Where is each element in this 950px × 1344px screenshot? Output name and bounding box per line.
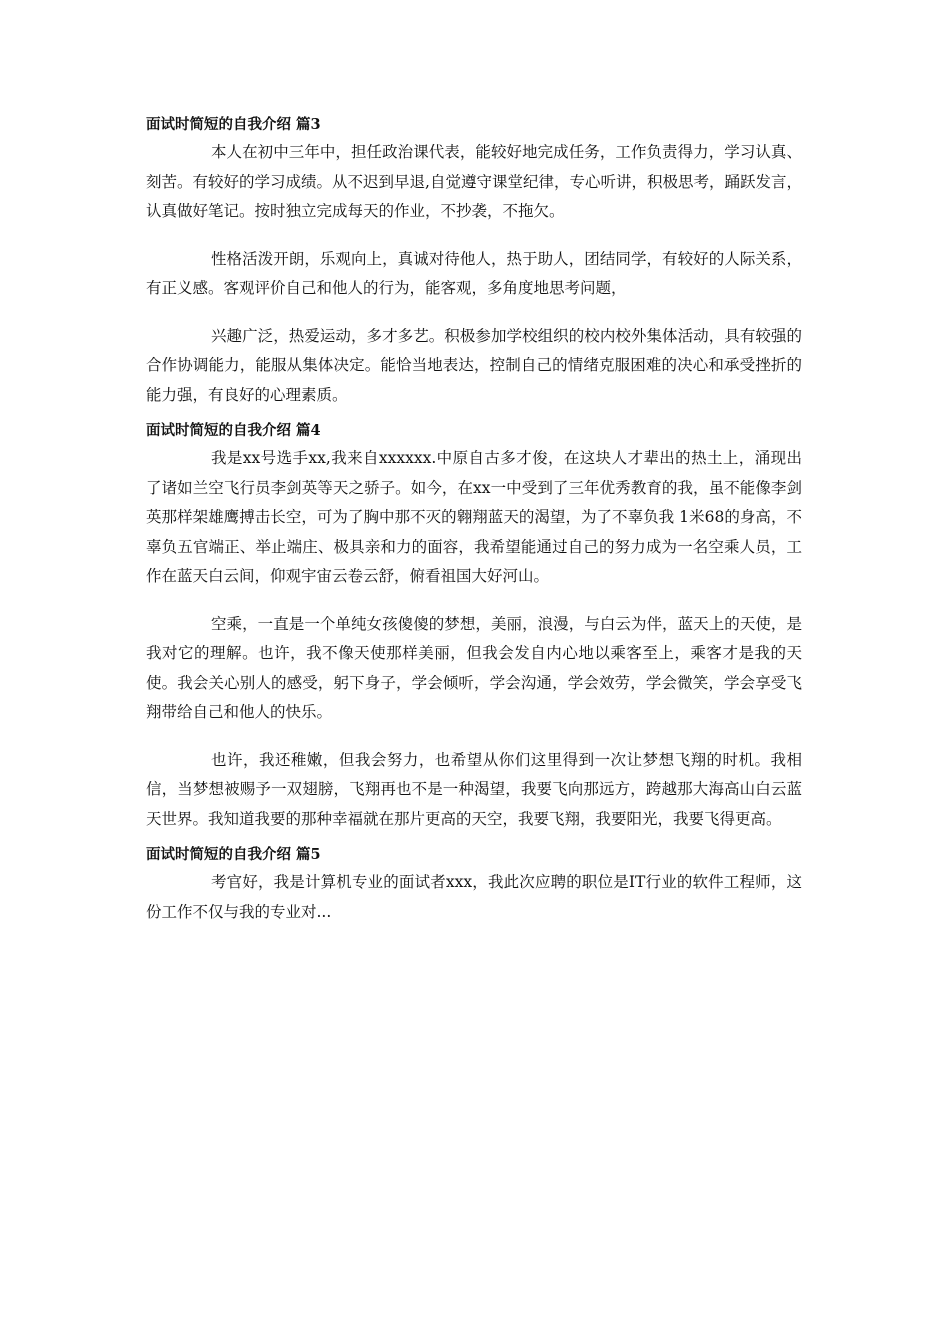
section-3 [146,112,802,410]
section-5 [146,842,802,927]
paragraph: 本人在初中三年中，担任政治课代表，能较好地完成任务，工作负责得力，学习认真、刻苦。有较好的学习成绩。从不迟到早退,自觉遵守课堂纪律，专心听讲，积极思考，踊跃发言，认真做好笔记。按时独立完成每天的作业，不抄袭，不拖欠。 [146,143,802,220]
paragraph: 考官好，我是计算机专业的面试者xxx，我此次应聘的职位是IT行业的软件工程师，这份工作不仅与我的专业对... [146,873,802,921]
paragraph: 空乘，一直是一个单纯女孩傻傻的梦想，美丽，浪漫，与白云为伴，蓝天上的天使，是我对它的理解。也许，我不像天使那样美丽，但我会发自内心地以乘客至上，乘客才是我的天使。我会关心别人的感受，躬下身子，学会倾听，学会沟通，学会效劳，学会微笑，学会享受飞翔带给自己和他人的快乐。 [146,614,802,721]
section-heading: 面试时简短的自我介绍 篇5 [146,846,321,863]
section-4 [146,418,802,834]
paragraph: 性格活泼开朗，乐观向上，真诚对待他人，热于助人，团结同学，有较好的人际关系，有正义感。客观评价自己和他人的行为，能客观，多角度地思考问题， [146,249,802,297]
paragraph: 也许，我还稚嫩，但我会努力，也希望从你们这里得到一次让梦想飞翔的时机。我相信，当梦想被赐予一双翅膀，飞翔再也不是一种渴望，我要飞向那远方，跨越那大海高山白云蓝天世界。我知道我要的那种幸福就在那片更高的天空，我要飞翔，我要阳光，我要飞得更高。 [146,750,802,828]
document-page [146,112,802,927]
section-heading: 面试时简短的自我介绍 篇3 [146,116,321,133]
paragraph: 兴趣广泛，热爱运动，多才多艺。积极参加学校组织的校内校外集体活动，具有较强的合作协调能力，能服从集体决定。能恰当地表达，控制自己的情绪克服困难的决心和承受挫折的能力强，有良好的心理素质。 [146,326,802,404]
paragraph: 我是xx号选手xx,我来自xxxxxx.中原自古多才俊，在这块人才辈出的热土上，涌现出了诸如兰空飞行员李剑英等天之骄子。如今，在xx一中受到了三年优秀教育的我，虽不能像李剑英那样架雄鹰搏击长空，可为了胸中那不灭的翱翔蓝天的渴望，为了不辜负我 1米68的身高，不辜负五官端正、举止端庄、极具亲和力的面容，我希望能通过自己的努力成为一名空乘人员，工作在蓝天白云间，仰观宇宙云卷云舒，俯看祖国大好河山。 [146,449,802,585]
section-heading: 面试时简短的自我介绍 篇4 [146,422,321,439]
